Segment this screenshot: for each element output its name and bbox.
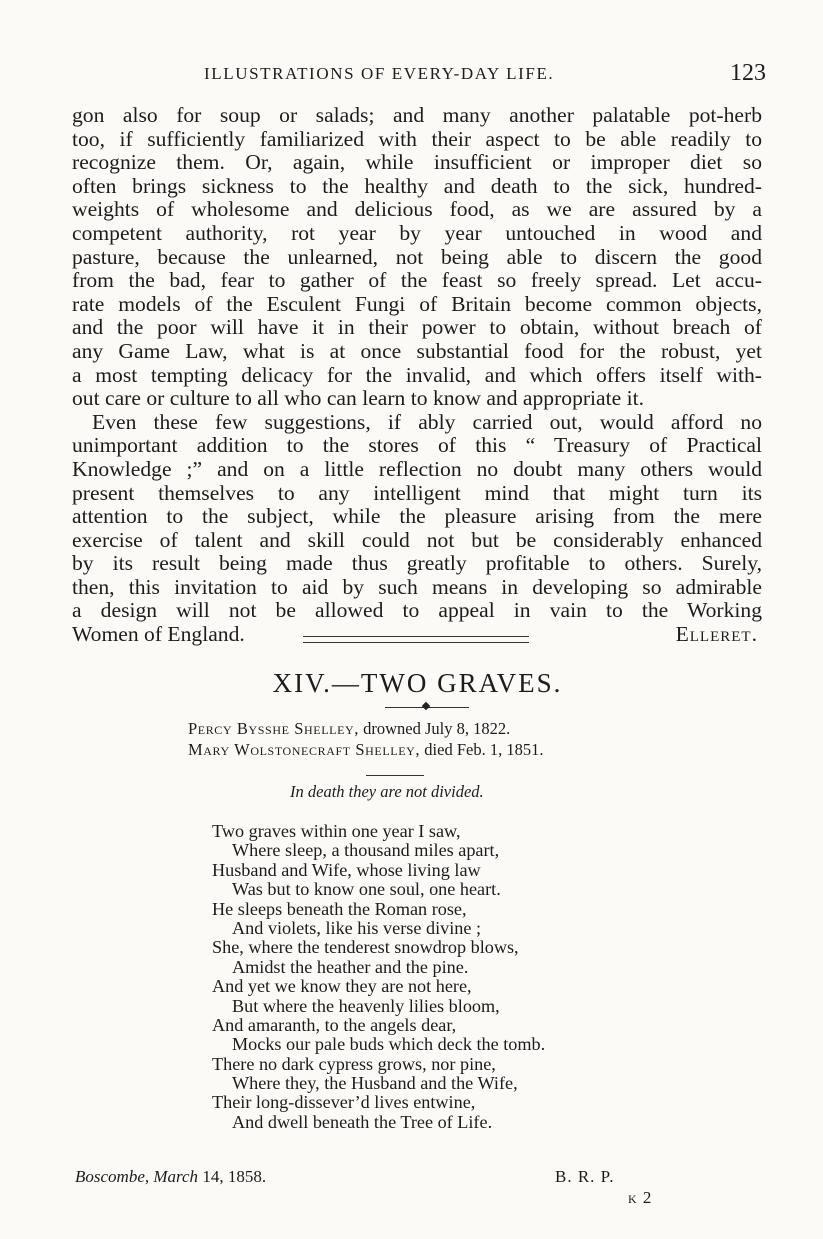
page-number: 123 <box>730 60 766 86</box>
place: Boscombe, March <box>75 1167 199 1186</box>
page-header <box>72 60 768 90</box>
diamond-ornament-icon <box>422 702 430 710</box>
poem-line: Where they, the Husband and the Wife, <box>232 1073 518 1094</box>
ornament-rule <box>385 702 469 712</box>
prose-line: too, if sufficiently familiarized with their aspect to be able readily to <box>72 126 762 151</box>
poem-line: And violets, like his verse divine ; <box>232 917 482 938</box>
poem-line: He sleeps beneath the Roman rose, <box>212 898 467 919</box>
dedication-note: died Feb. 1, 1851. <box>420 740 544 759</box>
poem-line: But where the heavenly lilies bloom, <box>232 995 500 1016</box>
poem-line: Two graves within one year I saw, <box>212 821 461 841</box>
epigraph: In death they are not divided. <box>290 782 484 801</box>
poem-line: Where sleep, a thousand miles apart, <box>232 840 500 861</box>
prose-line: from the bad, fear to gather of the feast so freely spread. Let accu- <box>72 268 762 293</box>
place-date <box>75 1167 266 1187</box>
poem-line: Husband and Wife, whose living law <box>212 859 481 880</box>
poem-line: And amaranth, to the angels dear, <box>212 1014 457 1035</box>
prose-line: a design will not be allowed to appeal in vain to the Working <box>72 598 762 623</box>
poem-line: There no dark cypress grows, nor pine, <box>212 1053 496 1074</box>
prose-line: weights of wholesome and delicious food, as we are assured by a <box>72 197 762 222</box>
printer-signature-mark <box>628 1188 652 1208</box>
author-signature: Elleret. <box>675 622 758 647</box>
prose-line: a most tempting delicacy for the invalid, and which offers itself with- <box>72 362 762 387</box>
prose-line: competent authority, rot year by year untouched in wood and <box>72 220 762 245</box>
poem-line: And yet we know they are not here, <box>212 976 472 997</box>
prose-line: present themselves to any intelligent mind that might turn its <box>72 480 762 505</box>
dedication-line-2 <box>188 739 543 760</box>
poem-line: Their long-dissever’d lives entwine, <box>212 1092 476 1113</box>
poem-line: Was but to know one soul, one heart. <box>232 879 501 900</box>
section-divider <box>303 636 529 643</box>
dedication-name: Percy Bysshe Shelley, <box>188 719 359 738</box>
closing-line: Women of England. <box>72 622 245 647</box>
dedication-name: Mary Wolstonecraft Shelley, <box>188 740 421 759</box>
prose-line: exercise of talent and skill could not but be considerably enhanced <box>72 527 762 552</box>
running-head: ILLUSTRATIONS OF EVERY-DAY LIFE. <box>204 64 555 83</box>
signature-mark-text: k 2 <box>628 1188 653 1207</box>
prose-line: pasture, because the unlearned, not being able to discern the good <box>72 244 762 269</box>
section-title: XIV.—TWO GRAVES. <box>272 668 563 698</box>
poem-initials: B. R. P. <box>555 1167 615 1186</box>
prose-line: and the poor will have it in their power to obtain, without breach of <box>72 315 762 340</box>
date: 14, 1858. <box>198 1167 267 1186</box>
poem-line: Mocks our pale buds which deck the tomb. <box>232 1034 546 1055</box>
prose-line: Knowledge ;” and on a little reflection no doubt many others would <box>72 456 762 481</box>
prose-line: attention to the subject, while the pleasure arising from the mere <box>72 504 762 529</box>
poem <box>212 822 545 1132</box>
prose-block <box>72 104 762 647</box>
prose-line: out care or culture to all who can learn to know and appropriate it. <box>72 386 645 411</box>
prose-line: rate models of the Esculent Fungi of Britain become common objects, <box>72 291 762 316</box>
prose-line: by its result being made thus greatly profitable to others. Surely, <box>72 551 762 576</box>
dedication-note: drowned July 8, 1822. <box>359 719 511 738</box>
dedication <box>188 718 543 760</box>
poem-line: Amidst the heather and the pine. <box>232 956 469 977</box>
prose-line: gon also for soup or salads; and many another palatable pot-herb <box>72 103 762 127</box>
poem-line: And dwell beneath the Tree of Life. <box>232 1111 493 1132</box>
epigraph-rule <box>366 775 424 776</box>
prose-line: often brings sickness to the healthy and death to the sick, hundred- <box>72 173 762 198</box>
dedication-line-1 <box>188 718 543 739</box>
prose-line: Even these few suggestions, if ably carried out, would afford no <box>92 409 762 434</box>
prose-line: recognize them. Or, again, while insufficient or improper diet so <box>72 150 762 175</box>
poem-line: She, where the tenderest snowdrop blows, <box>212 937 519 958</box>
prose-line: unimportant addition to the stores of this “ Treasury of Practical <box>72 433 762 458</box>
prose-line: then, this invitation to aid by such means in developing so admirable <box>72 574 762 599</box>
prose-line: any Game Law, what is at once substantial food for the robust, yet <box>72 338 762 363</box>
closing-row <box>72 623 762 647</box>
